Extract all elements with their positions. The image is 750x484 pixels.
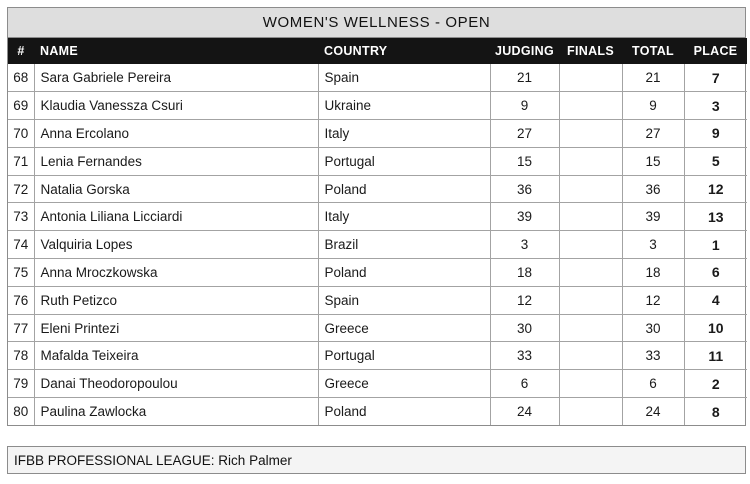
cell-name: Danai Theodoropoulou — [34, 370, 318, 398]
cell-judging: 15 — [490, 147, 559, 175]
cell-finals — [559, 120, 622, 148]
cell-num: 77 — [8, 314, 34, 342]
cell-place: 7 — [684, 64, 747, 92]
cell-num: 69 — [8, 92, 34, 120]
cell-judging: 6 — [490, 370, 559, 398]
table-row — [8, 314, 747, 342]
cell-country: Italy — [318, 203, 490, 231]
table-row — [8, 342, 747, 370]
cell-country: Greece — [318, 314, 490, 342]
table-row — [8, 175, 747, 203]
cell-finals — [559, 286, 622, 314]
cell-finals — [559, 175, 622, 203]
cell-judging: 33 — [490, 342, 559, 370]
cell-num: 73 — [8, 203, 34, 231]
cell-total: 6 — [622, 370, 684, 398]
cell-judging: 30 — [490, 314, 559, 342]
cell-total: 36 — [622, 175, 684, 203]
cell-place: 6 — [684, 259, 747, 287]
cell-finals — [559, 342, 622, 370]
cell-finals — [559, 370, 622, 398]
cell-finals — [559, 398, 622, 426]
cell-finals — [559, 203, 622, 231]
cell-place: 4 — [684, 286, 747, 314]
cell-judging: 21 — [490, 64, 559, 92]
cell-total: 27 — [622, 120, 684, 148]
cell-country: Portugal — [318, 342, 490, 370]
cell-total: 3 — [622, 231, 684, 259]
column-header-total: TOTAL — [631, 44, 674, 58]
cell-place: 12 — [684, 175, 747, 203]
cell-total: 24 — [622, 398, 684, 426]
cell-judging: 39 — [490, 203, 559, 231]
cell-country: Brazil — [318, 231, 490, 259]
cell-name: Mafalda Teixeira — [34, 342, 318, 370]
cell-place: 3 — [684, 92, 747, 120]
cell-num: 76 — [8, 286, 34, 314]
cell-finals — [559, 64, 622, 92]
column-header-name: NAME — [40, 44, 79, 58]
cell-num: 75 — [8, 259, 34, 287]
cell-total: 15 — [622, 147, 684, 175]
cell-judging: 9 — [490, 92, 559, 120]
cell-name: Paulina Zawlocka — [34, 398, 318, 426]
cell-finals — [559, 147, 622, 175]
cell-name: Lenia Fernandes — [34, 147, 318, 175]
table-row — [8, 370, 747, 398]
cell-name: Valquiria Lopes — [34, 231, 318, 259]
cell-place: 9 — [684, 120, 747, 148]
cell-name: Sara Gabriele Pereira — [34, 64, 318, 92]
cell-name: Klaudia Vanessza Csuri — [34, 92, 318, 120]
table-row — [8, 120, 747, 148]
results-sheet — [7, 7, 746, 426]
cell-country: Spain — [318, 64, 490, 92]
cell-num: 70 — [8, 120, 34, 148]
cell-num: 72 — [8, 175, 34, 203]
cell-place: 10 — [684, 314, 747, 342]
cell-place: 13 — [684, 203, 747, 231]
cell-country: Poland — [318, 259, 490, 287]
cell-finals — [559, 92, 622, 120]
cell-num: 78 — [8, 342, 34, 370]
cell-place: 2 — [684, 370, 747, 398]
column-header-place: PLACE — [693, 44, 738, 58]
cell-num: 68 — [8, 64, 34, 92]
cell-country: Ukraine — [318, 92, 490, 120]
cell-total: 21 — [622, 64, 684, 92]
cell-country: Poland — [318, 398, 490, 426]
column-header-country: COUNTRY — [324, 44, 388, 58]
cell-country: Portugal — [318, 147, 490, 175]
cell-country: Greece — [318, 370, 490, 398]
cell-total: 39 — [622, 203, 684, 231]
table-row — [8, 147, 747, 175]
cell-judging: 12 — [490, 286, 559, 314]
results-table — [8, 38, 747, 425]
cell-place: 5 — [684, 147, 747, 175]
footer-credit: IFBB PROFESSIONAL LEAGUE: Rich Palmer — [7, 446, 746, 474]
cell-num: 71 — [8, 147, 34, 175]
table-row — [8, 231, 747, 259]
table-row — [8, 398, 747, 426]
table-row — [8, 203, 747, 231]
cell-judging: 36 — [490, 175, 559, 203]
cell-name: Natalia Gorska — [34, 175, 318, 203]
cell-judging: 18 — [490, 259, 559, 287]
cell-place: 11 — [684, 342, 747, 370]
cell-name: Eleni Printezi — [34, 314, 318, 342]
table-row — [8, 259, 747, 287]
cell-num: 79 — [8, 370, 34, 398]
cell-total: 30 — [622, 314, 684, 342]
page-title: WOMEN'S WELLNESS - OPEN — [8, 8, 745, 38]
cell-num: 80 — [8, 398, 34, 426]
cell-country: Poland — [318, 175, 490, 203]
cell-name: Ruth Petizco — [34, 286, 318, 314]
cell-total: 33 — [622, 342, 684, 370]
cell-country: Italy — [318, 120, 490, 148]
table-header-row — [8, 38, 747, 64]
cell-name: Anna Mroczkowska — [34, 259, 318, 287]
table-row — [8, 92, 747, 120]
column-header-number: # — [17, 44, 25, 58]
cell-country: Spain — [318, 286, 490, 314]
table-row — [8, 286, 747, 314]
cell-place: 1 — [684, 231, 747, 259]
column-header-judging: JUDGING — [494, 44, 555, 58]
cell-finals — [559, 231, 622, 259]
table-body — [8, 64, 747, 425]
cell-finals — [559, 314, 622, 342]
cell-total: 12 — [622, 286, 684, 314]
cell-name: Antonia Liliana Licciardi — [34, 203, 318, 231]
cell-judging: 27 — [490, 120, 559, 148]
cell-place: 8 — [711, 403, 720, 420]
table-row — [8, 64, 747, 92]
cell-name: Anna Ercolano — [34, 120, 318, 148]
cell-total: 9 — [622, 92, 684, 120]
cell-judging: 3 — [490, 231, 559, 259]
cell-finals — [559, 259, 622, 287]
cell-num: 74 — [8, 231, 34, 259]
cell-judging: 24 — [490, 398, 559, 426]
column-header-finals: FINALS — [567, 44, 614, 58]
cell-total: 18 — [622, 259, 684, 287]
